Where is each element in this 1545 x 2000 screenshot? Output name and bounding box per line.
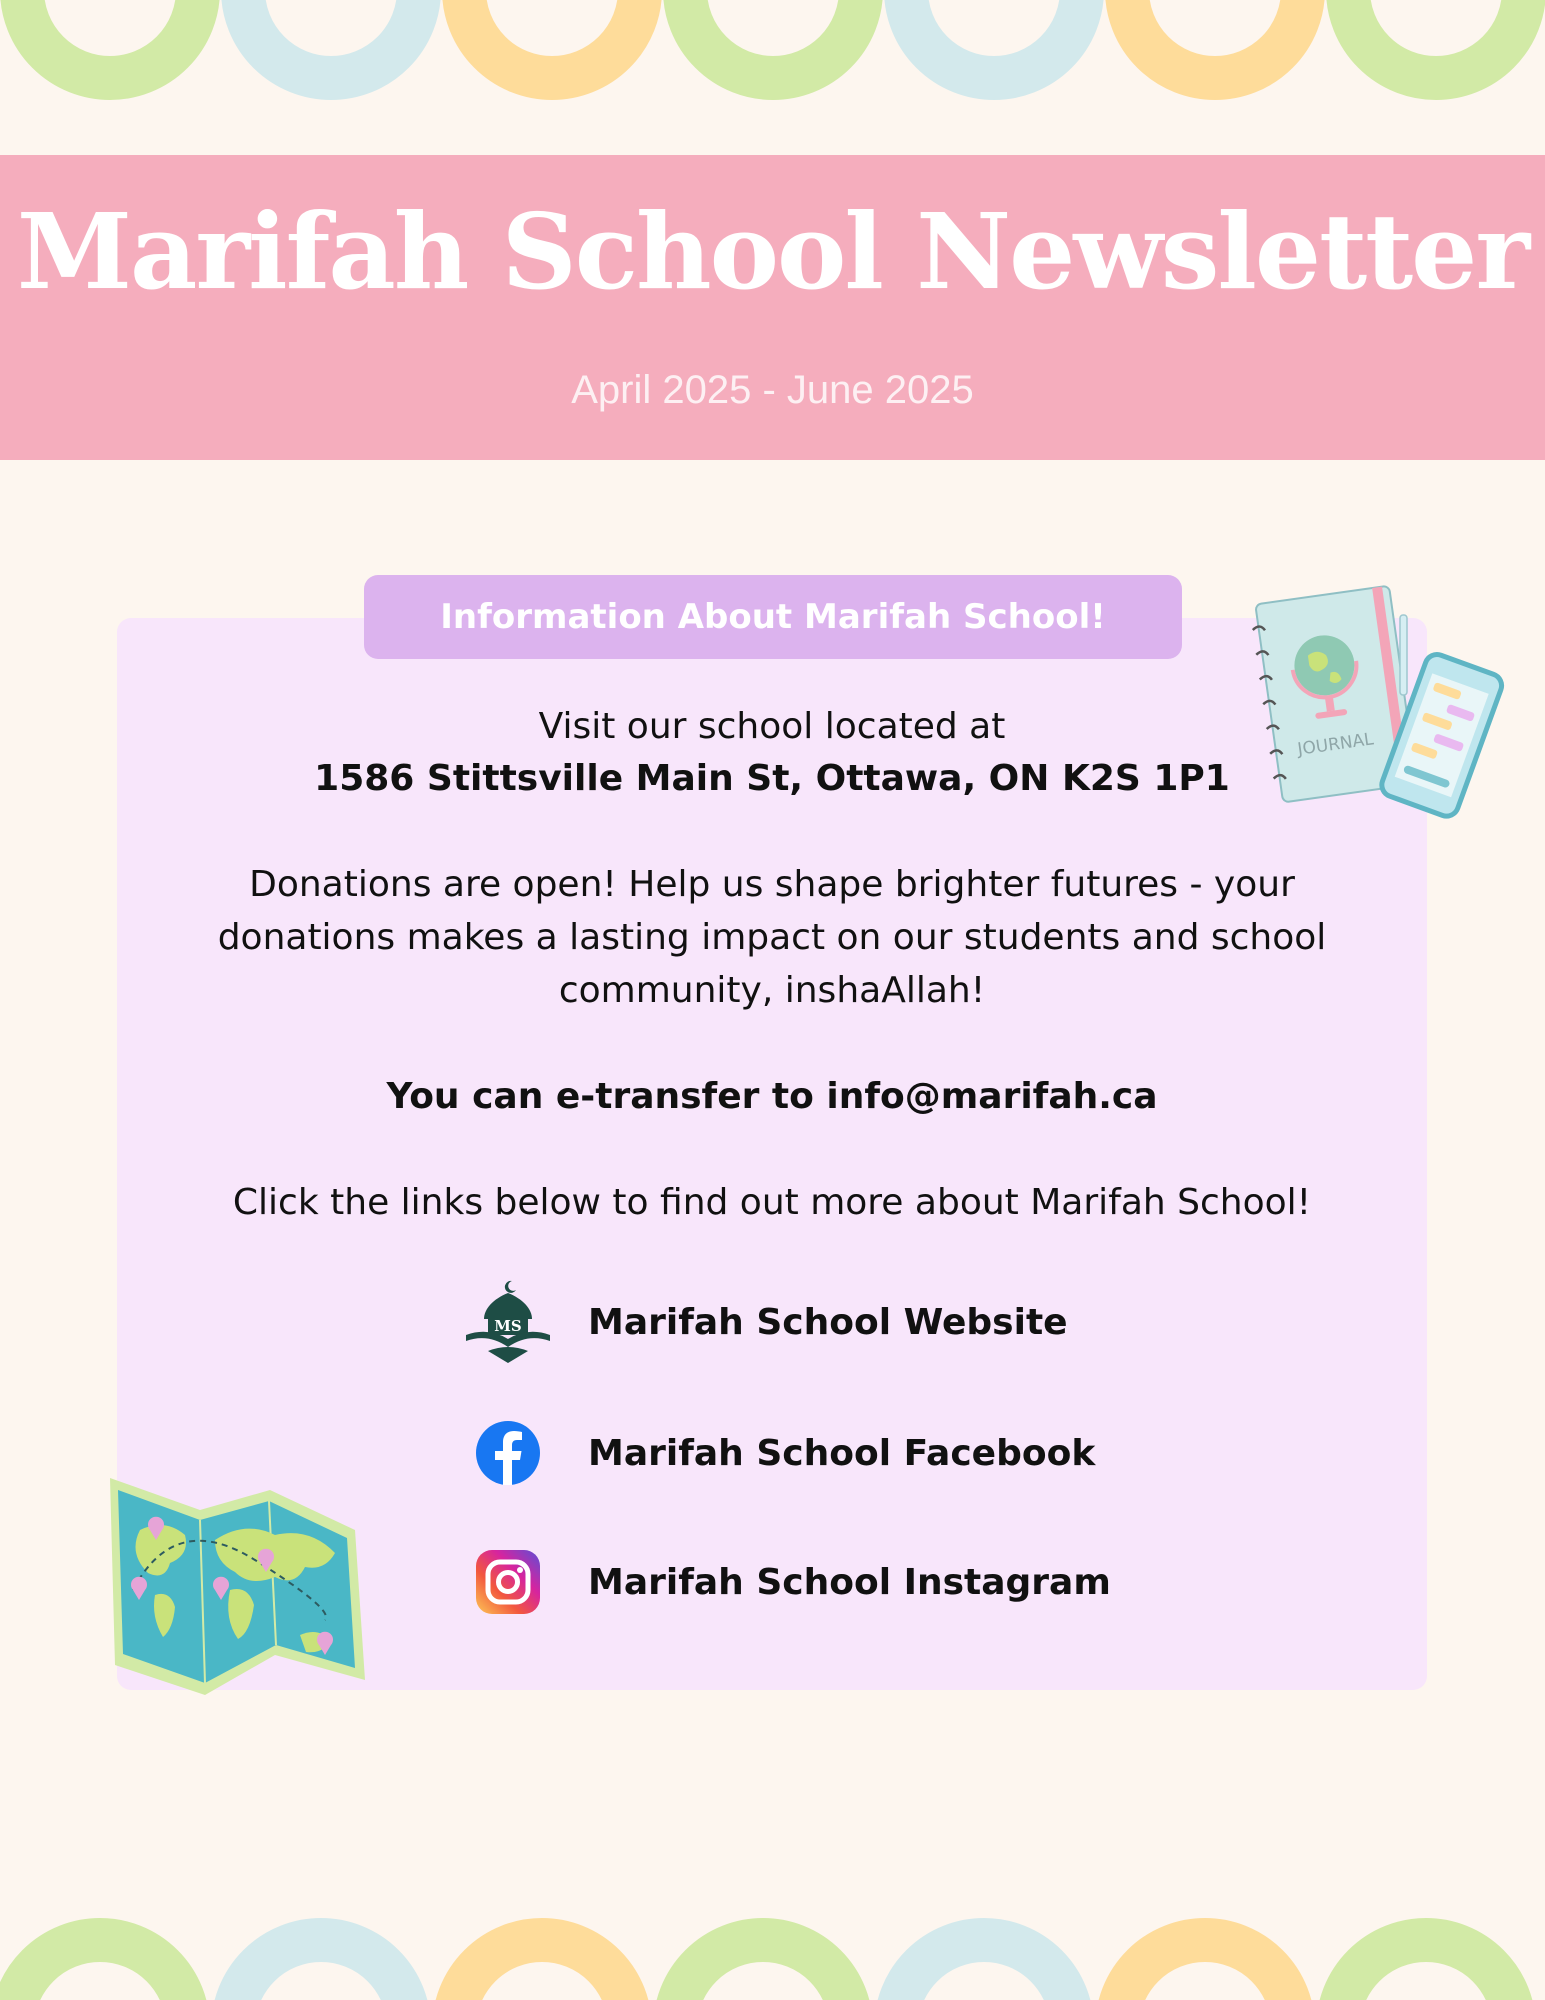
- school-logo-monogram: MS: [494, 1317, 522, 1335]
- visit-line: Visit our school located at: [538, 706, 1006, 747]
- facebook-link[interactable]: [458, 1408, 1095, 1498]
- website-link-label: Marifah School Website: [588, 1301, 1068, 1343]
- website-link[interactable]: [458, 1277, 1068, 1367]
- instagram-link[interactable]: [458, 1537, 1111, 1627]
- links-intro: Click the links below to find out more about Marifah School!: [232, 1182, 1312, 1223]
- info-card-header: Information About Marifah School!: [364, 575, 1182, 659]
- etransfer-line: You can e-transfer to info@marifah.ca: [386, 1076, 1158, 1117]
- facebook-link-label: Marifah School Facebook: [588, 1432, 1096, 1474]
- journal-label: JOURNAL: [1296, 729, 1375, 760]
- newsletter-date-range: April 2025 - June 2025: [571, 368, 974, 412]
- instagram-link-label: Marifah School Instagram: [588, 1561, 1111, 1603]
- bottom-ring-decoration: [0, 1850, 1545, 2000]
- school-address: 1586 Stittsville Main St, Ottawa, ON K2S 1P1: [314, 758, 1230, 799]
- journal-phone-illustration: [1220, 575, 1510, 850]
- top-ring-decoration: [0, 0, 1545, 150]
- facebook-icon: [458, 1408, 558, 1498]
- world-map-illustration: [55, 1470, 425, 1730]
- instagram-icon: [458, 1537, 558, 1627]
- school-logo-icon: [458, 1277, 558, 1367]
- newsletter-title: Marifah School Newsletter: [16, 190, 1529, 313]
- donation-text: Donations are open! Help us shape brighter futures - your donations makes a lasting impact on our students and school community, inshaAllah!: [217, 864, 1327, 1011]
